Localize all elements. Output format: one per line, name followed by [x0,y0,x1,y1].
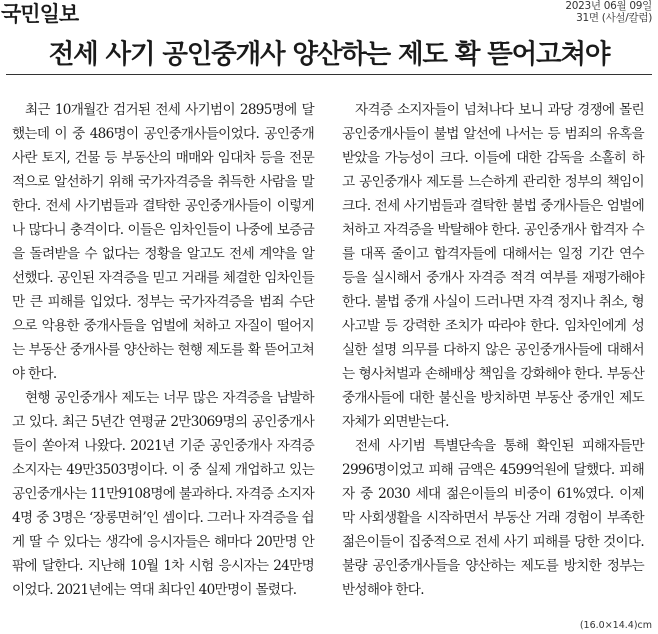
article-size-note: (16.0×14.4)cm [579,620,652,631]
paragraph: 현행 공인중개사 제도는 너무 많은 자격증을 남발하고 있다. 최근 5년간 연평균 2만3069명의 공인중개사들이 쏟아져 나왔다. 2021년 기준 공인중개사 자격증 소지자는 49만3503명이다. 이 중 실제 개업하고 있는 공인중개사는 11만9108명에 불과하다. 자격증 소지자 4명 중 3명은 ‘장롱면허’인 셈이다. 그러나 자격증을 쉽게 딸 수 있다는 생각에 응시자들은 해마다 20만명 안팎에 달한다. 지난해 10월 1차 시험 응시자는 24만명이었다. 2021년에는 역대 최다인 40만명이 몰렸다. [12,390,314,598]
paragraph: 전세 사기범 특별단속을 통해 확인된 피해자들만 2996명이었고 피해 금액은 4599억원에 달했다. 피해자 중 2030 세대 젊은이들의 비중이 61%였다. 이제 막 사회생활을 시작하면서 부동산 거래 경험이 부족한 젊은이들이 집중적으로 전세 사기 피해를 당한 것이다. 불량 공인중개사들을 양산하는 제도를 방치한 정부는 반성해야 한다. [342,438,644,598]
paragraph: 최근 10개월간 검거된 전세 사기범이 2895명에 달했는데 이 중 486명이 공인중개사들이었다. 공인중개사란 토지, 건물 등 부동산의 매매와 임대차 등을 전문적으로 알선하기 위해 국가자격증을 취득한 사람을 말한다. 전세 사기범들과 결탁한 공인중개사들이 이렇게나 많다니 충격이다. 이들은 임차인들이 나중에 보증금을 돌려받을 수 없다는 정황을 알고도 전세 계약을 알선했다. 공인된 자격증을 믿고 거래를 체결한 임차인들만 큰 피해를 입었다. 정부는 국가자격증을 범죄 수단으로 악용한 중개사들을 엄벌에 처하고 자질이 떨어지는 부동산 중개사를 양산하는 현행 제도를 확 뜯어고쳐야 한다. [12,102,314,382]
article-column-right [342,98,644,602]
page-section: 31면 (사설/칼럼) [576,12,652,24]
masthead [0,0,658,24]
article-column-left [12,98,314,602]
paragraph: 자격증 소지자들이 넘쳐나다 보니 과당 경쟁에 몰린 공인중개사들이 불법 알선에 나서는 등 범죄의 유혹을 받았을 가능성이 크다. 이들에 대한 감독을 소홀히 하고 공인중개사 제도를 느슨하게 관리한 정부의 책임이 크다. 전세 사기범들과 결탁한 불법 중개사들은 엄벌에 처하고 자격증을 박탈해야 한다. 공인중개사 합격자 수를 대폭 줄이고 합격자들에 대해서는 일정 기간 연수 등을 실시해서 중개사 자격증 적격 여부를 재평가해야 한다. 불법 중개 사실이 드러나면 자격 정지나 취소, 형사고발 등 강력한 조치가 따라야 한다. 임차인에게 성실한 설명 의무를 다하지 않은 공인중개사들에 대해서는 형사처벌과 손해배상 책임을 강화해야 한다. 부동산 중개사들에 대한 불신을 방치하면 부동산 중개인 제도 자체가 외면받는다. [342,102,644,430]
headline-divider [6,74,652,75]
publication-date: 2023년 06월 09일 [565,0,652,12]
newspaper-logo: 국민일보 [1,2,79,26]
publication-meta [565,0,652,24]
article-headline: 전세 사기 공인중개사 양산하는 제도 확 뜯어고쳐야 [48,39,610,70]
